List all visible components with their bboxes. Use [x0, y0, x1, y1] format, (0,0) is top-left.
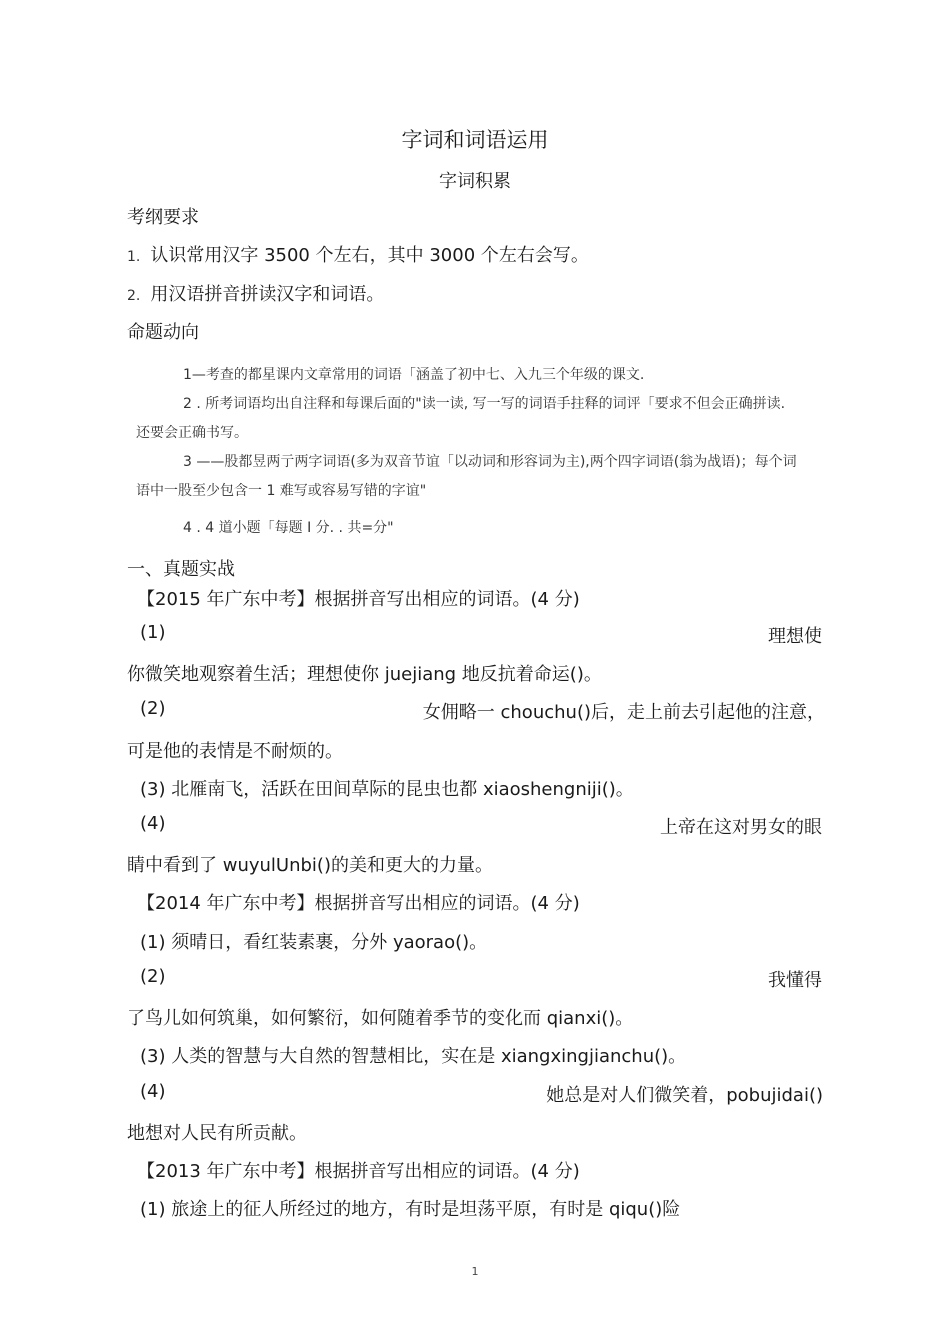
question-text: 了鸟儿如何筑巢，如何繁衍，如何随着季节的变化而 qianxi()。 [127, 1008, 634, 1029]
trend-line: 语中一股至少包含一 1 难写或容易写错的字谊" [136, 483, 427, 499]
requirement-item [127, 241, 589, 267]
question-text: 女佣略一 chouchu()后，走上前去引起他的注意， [422, 702, 825, 723]
question-text: 我懂得 [768, 970, 822, 991]
question-text: 人类的智慧与大自然的智慧相比，实在是 xiangxingjianchu()。 [171, 1046, 687, 1067]
trends-heading: 命题动向 [127, 322, 199, 343]
question-text: 理想使 [768, 626, 822, 647]
question-item [140, 928, 487, 954]
question-text: 睛中看到了 wuyulUnbi()的美和更大的力量。 [127, 855, 493, 876]
trend-line: 3 ——股都昱两亍两字词语(多为双音节谊「以动词和形容词为主),两个四字词语(翁为战语)；每个词 [183, 454, 797, 470]
exam-header: 【2015 年广东中考】根据拼音写出相应的词语。(4 分) [137, 589, 580, 610]
question-number: (4) [140, 813, 166, 834]
requirement-text: 认识常用汉字 3500 个左右，其中 3000 个左右会写。 [150, 245, 589, 266]
question-item [140, 1042, 686, 1068]
page-subtitle: 字词积累 [439, 171, 511, 192]
exam-header: 【2014 年广东中考】根据拼音写出相应的词语。(4 分) [137, 893, 580, 914]
question-text: 可是他的表情是不耐烦的。 [127, 741, 343, 762]
requirement-item [127, 280, 384, 306]
trend-line: 2 . 所考词语均出自注释和每课后面的"读一读, 写一写的词语手拄释的词评「要求不但会正确拼读. [183, 396, 786, 412]
question-item [140, 1195, 680, 1221]
trend-line: 4 . 4 道小题「每题 I 分. . 共=分" [183, 520, 394, 536]
requirement-number: 1. [127, 249, 141, 265]
trend-line: 1—考查的都星课内文章常用的词语「涵盖了初中七、入九三个年级的课文. [183, 367, 645, 383]
question-text: 地想对人民有所贡献。 [127, 1123, 307, 1144]
page-title: 字词和词语运用 [401, 128, 549, 152]
question-number: (3) [140, 779, 166, 800]
question-text: 旅途上的征人所经过的地方，有时是坦荡平原，有时是 qiqu()险 [171, 1199, 681, 1220]
question-number: (1) [140, 622, 166, 643]
exam-header: 【2013 年广东中考】根据拼音写出相应的词语。(4 分) [137, 1161, 580, 1182]
question-number: (1) [140, 932, 166, 953]
question-text: 你微笑地观察着生活；理想使你 juejiang 地反抗着命运()。 [127, 664, 602, 685]
trend-line: 还要会正确书写。 [136, 425, 248, 441]
question-text: 须晴日，看红装素裹，分外 yaorao()。 [171, 932, 488, 953]
requirements-heading: 考纲要求 [127, 207, 199, 228]
question-number: (2) [140, 966, 166, 987]
requirement-text: 用汉语拼音拼读汉字和词语。 [150, 284, 385, 305]
question-number: (1) [140, 1199, 166, 1220]
question-item [140, 775, 634, 801]
requirement-number: 2. [127, 288, 141, 304]
question-number: (2) [140, 698, 166, 719]
question-number: (3) [140, 1046, 166, 1067]
page-number: 1 [471, 1265, 479, 1278]
question-text: 上帝在这对男女的眼 [660, 817, 822, 838]
question-number: (4) [140, 1081, 166, 1102]
question-text: 她总是对人们微笑着，pobujidai() [546, 1085, 823, 1106]
question-text: 北雁南飞，活跃在田间草际的昆虫也都 xiaoshengniji()。 [171, 779, 634, 800]
practice-heading: 一、真题实战 [127, 559, 235, 580]
